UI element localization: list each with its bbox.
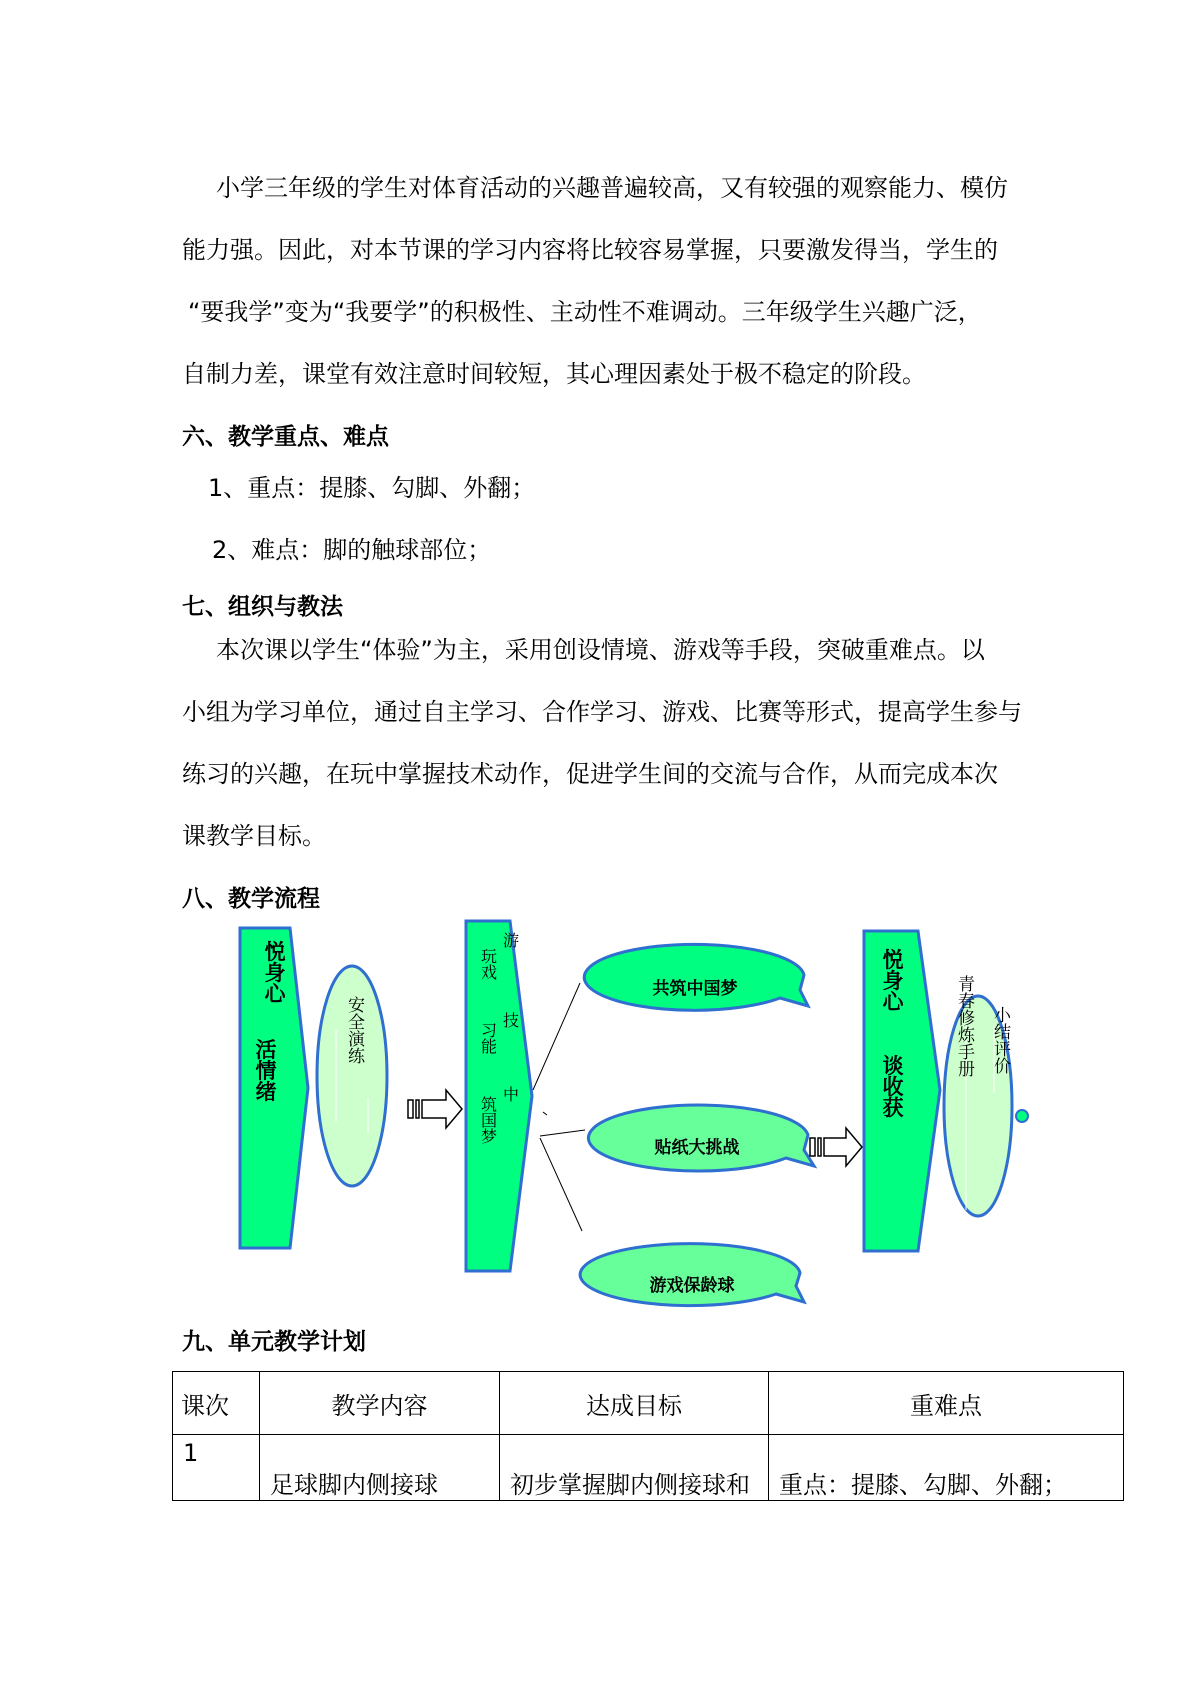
flow-oval-reflection-col2: 小结评价 [990,1006,1010,1074]
flow-end-dot [1016,1110,1028,1122]
table-cell-key-points: 重点：提膝、勾脚、外翻； [769,1435,1124,1501]
flow-bubble-china-dream-label: 共筑中国梦 [652,979,738,999]
flow-block-games-col2-3: 筑国梦 [478,1096,498,1144]
flow-block-games-col2-1: 玩戏 [478,948,498,980]
table-cell-lesson: 1 [173,1435,260,1501]
table-cell-goal: 初步掌握脚内侧接球和 [500,1435,769,1501]
section-6-title: 六、教学重点、难点 [182,424,389,450]
flow-oval-safety-label: 安全演练 [344,996,364,1064]
section-8-title: 八、教学流程 [182,886,320,912]
teaching-flow-diagram [230,918,1050,1308]
flow-bubble-bowling-game-label: 游戏保龄球 [649,1276,735,1296]
flow-oval-reflection-col1: 青春修炼手册 [954,975,974,1077]
table-header-lesson: 课次 [173,1372,260,1435]
method-line-2: 小组为学习单位，通过自主学习、合作学习、游戏、比赛等形式，提高学生参与 [182,698,1022,726]
flow-block-summary-col1: 悦身心 [880,948,904,1012]
flow-bubble-bowling-game [580,1244,804,1306]
intro-line-2: 能力强。因此，对本节课的学习内容将比较容易掌握，只要激发得当，学生的 [182,236,998,264]
flow-block-games [466,921,532,1271]
flow-block-games-col2-2: 习能 [478,1022,498,1054]
flow-block-games-char-2: 技 [502,1011,520,1030]
table-cell-content: 足球脚内侧接球 [260,1435,500,1501]
flow-arrow-1 [408,1090,462,1128]
method-line-4: 课教学目标。 [182,822,326,850]
table-header-key-points: 重难点 [769,1372,1124,1435]
flow-block-games-char-1: 游 [502,931,520,950]
flow-block-warmup-col1: 悦身心 [262,940,286,1004]
table-row [173,1435,1124,1501]
intro-line-4: 自制力差，课堂有效注意时间较短，其心理因素处于极不稳定的阶段。 [182,360,926,388]
intro-line-3: “要我学”变为“我要学”的积极性、主动性不难调动。三年级学生兴趣广泛， [188,298,982,326]
table-header-content: 教学内容 [260,1372,500,1435]
flow-block-games-char-3: 中 [502,1085,520,1104]
table-header-row [173,1372,1124,1435]
method-line-1: 本次课以学生“体验”为主，采用创设情境、游戏等手段，突破重难点。以 [216,636,985,664]
flow-block-warmup-col2: 活情绪 [253,1038,277,1102]
unit-plan-table [172,1371,1124,1501]
method-line-3: 练习的兴趣，在玩中掌握技术动作，促进学生间的交流与合作，从而完成本次 [182,760,998,788]
flow-bubble-sticker-challenge-label: 贴纸大挑战 [654,1138,740,1158]
flow-arrow-2 [810,1128,862,1166]
difficulty-item: 2、难点：脚的触球部位； [212,536,492,564]
flow-block-summary-col2: 谈收获 [880,1054,904,1118]
table-header-goal: 达成目标 [500,1372,769,1435]
flow-bubble-china-dream [584,944,808,1010]
intro-line-1: 小学三年级的学生对体育活动的兴趣普遍较高，又有较强的观察能力、模仿 [216,174,1008,202]
key-point-item: 1、重点：提膝、勾脚、外翻； [208,474,536,502]
section-9-title: 九、单元教学计划 [182,1329,366,1355]
section-7-title: 七、组织与教法 [182,594,343,620]
